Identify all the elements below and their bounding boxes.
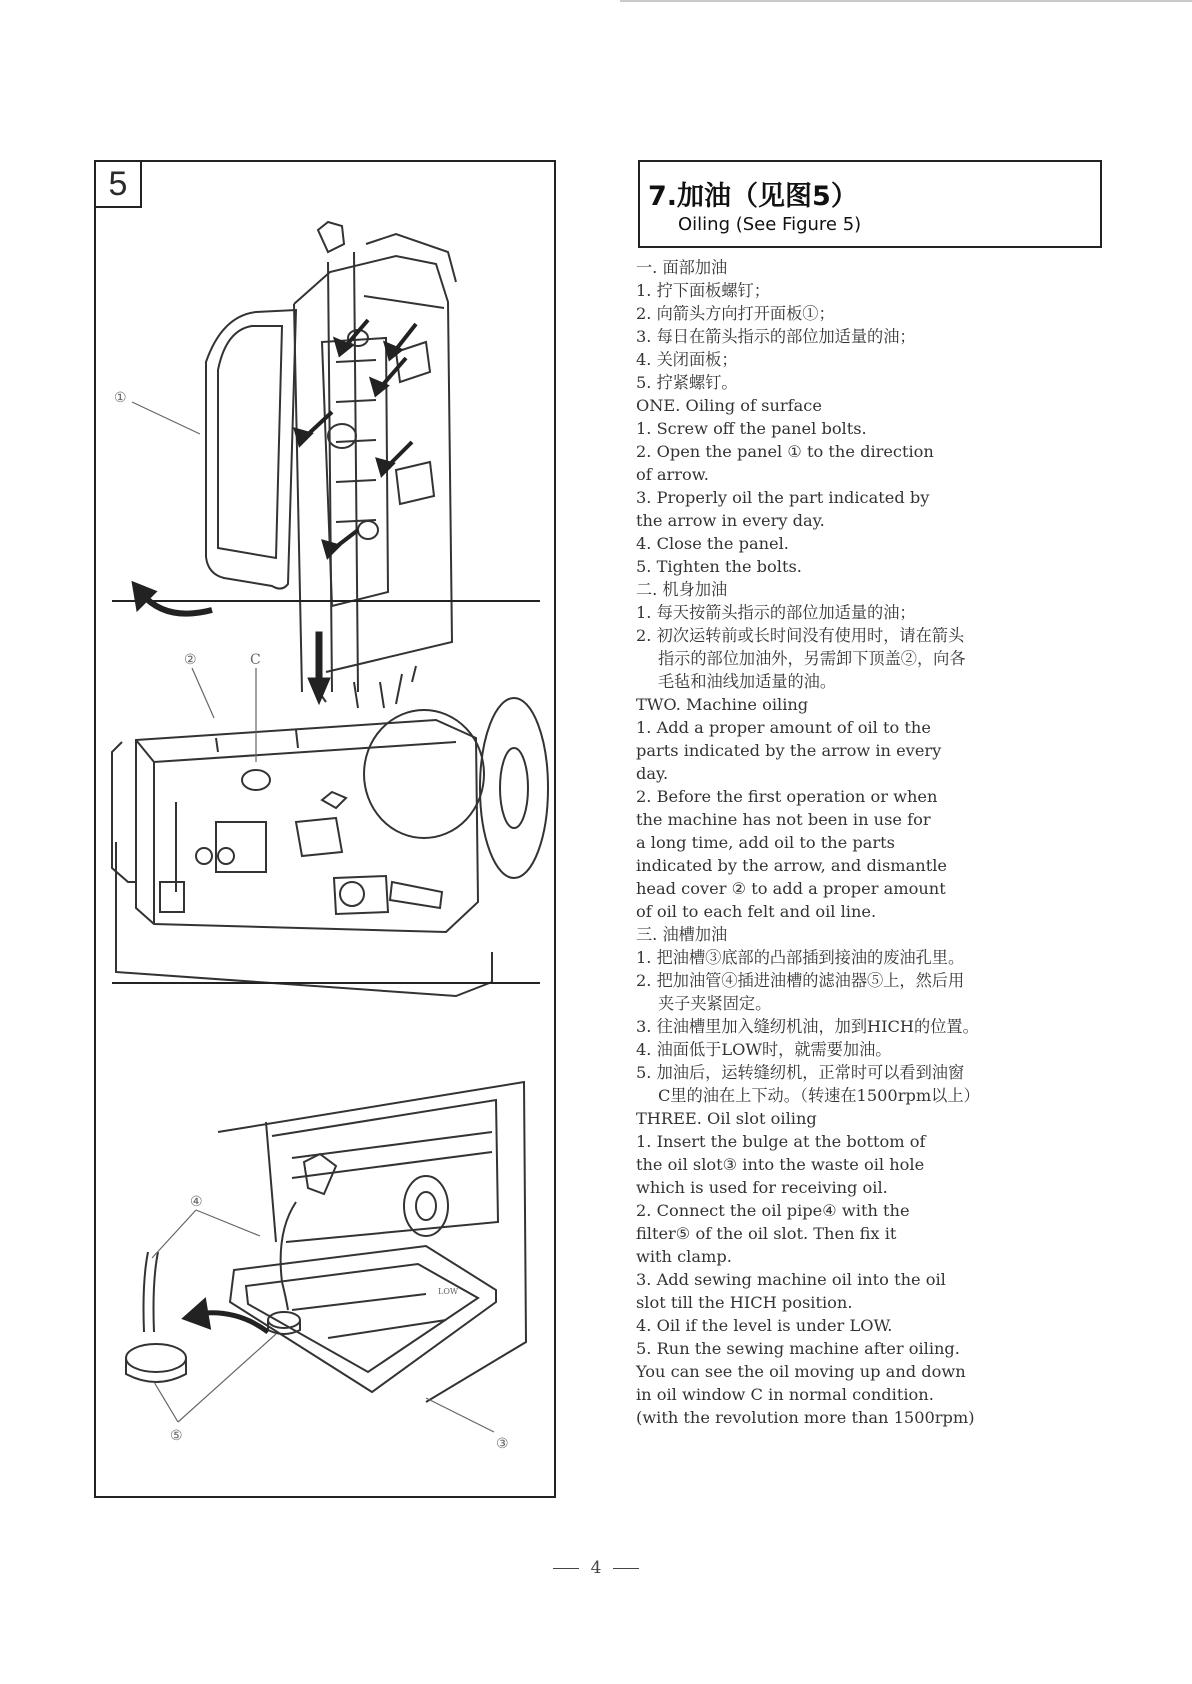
top-edge-line [620,0,1192,2]
text-line: indicated by the arrow, and dismantle [636,856,947,875]
text-line: 毛毡和油线加适量的油。 [658,672,837,691]
text-line: 5. Run the sewing machine after oiling. [636,1339,960,1358]
text-line: slot till the HICH position. [636,1293,853,1312]
text-line: 1. Screw off the panel bolts. [636,419,867,438]
text-line: in oil window C in normal condition. [636,1385,934,1404]
text-line: 5. Tighten the bolts. [636,557,802,576]
text-line: THREE. Oil slot oiling [636,1109,817,1128]
text-line: 2. Connect the oil pipe④ with the [636,1201,910,1220]
text-line: 3. Add sewing machine oil into the oil [636,1270,946,1289]
text-line: filter⑤ of the oil slot. Then fix it [636,1224,897,1243]
text-line: of oil to each felt and oil line. [636,902,877,921]
text-line: 2. 把加油管④插进油槽的滤油器⑤上，然后用 [636,971,965,990]
page-number-footer [0,1558,1192,1578]
page-number: 4 [590,1558,602,1578]
text-line: of arrow. [636,465,709,484]
text-line: C里的油在上下动。（转速在1500rpm以上） [658,1086,980,1105]
figure-divider-1 [112,600,540,602]
text-line: 2. 向箭头方向打开面板①； [636,304,835,323]
text-line: 1. Insert the bulge at the bottom of [636,1132,926,1151]
text-line: 2. Before the first operation or when [636,787,938,806]
tank-level-label: LOW [438,1287,459,1296]
text-line: day. [636,764,669,783]
text-line: with clamp. [636,1247,732,1266]
text-line: 指示的部位加油外，另需卸下顶盖②，向各 [658,649,966,668]
text-line: 4. 关闭面板； [636,350,738,369]
text-line: the machine has not been in use for [636,810,931,829]
text-line: a long time, add oil to the parts [636,833,895,852]
text-line: 三. 油槽加油 [636,925,728,944]
oil-tank-drawing [96,1002,554,1472]
text-line: head cover ② to add a proper amount [636,879,946,898]
illustration-oil-tank [96,1002,554,1472]
text-line: 1. 拧下面板螺钉； [636,281,770,300]
section-title: 7.加油（见图5） [648,181,858,212]
text-line: the arrow in every day. [636,511,825,530]
text-line: the oil slot③ into the waste oil hole [636,1155,925,1174]
callout-2: ② [184,652,197,668]
text-line: 二. 机身加油 [636,580,728,599]
text-line: 4. Oil if the level is under LOW. [636,1316,893,1335]
text-line: 3. Properly oil the part indicated by [636,488,930,507]
text-line: 4. Close the panel. [636,534,789,553]
text-line: 夹子夹紧固定。 [658,994,772,1013]
text-line: You can see the oil moving up and down [636,1362,966,1381]
callout-c: C [250,652,261,668]
instructions-text [636,256,1056,1429]
text-line: 3. 每日在箭头指示的部位加适量的油； [636,327,916,346]
text-line: 一. 面部加油 [636,258,728,277]
figure-5-frame [94,160,556,1498]
text-line: ONE. Oiling of surface [636,396,822,415]
text-line: 4. 油面低于LOW时，就需要加油。 [636,1040,892,1059]
text-line: 1. Add a proper amount of oil to the [636,718,931,737]
callout-1: ① [114,390,127,406]
text-line: 3. 往油槽里加入缝纫机油，加到HICH的位置。 [636,1017,979,1036]
callout-4: ④ [190,1194,203,1210]
text-line: which is used for receiving oil. [636,1178,888,1197]
text-line: 1. 每天按箭头指示的部位加适量的油； [636,603,916,622]
text-line: 5. 加油后，运转缝纫机，正常时可以看到油窗 [636,1063,965,1082]
callout-3: ③ [496,1436,509,1452]
figure-number: 5 [94,160,142,208]
section-subtitle: Oiling (See Figure 5) [678,214,862,235]
text-line: 2. Open the panel ① to the direction [636,442,934,461]
text-line: 5. 拧紧螺钉。 [636,373,738,392]
text-line: parts indicated by the arrow in every [636,741,942,760]
callout-5: ⑤ [170,1428,183,1444]
text-line: TWO. Machine oiling [636,695,809,714]
figure-divider-2 [112,982,540,984]
text-line: 2. 初次运转前或长时间没有使用时，请在箭头 [636,626,965,645]
text-line: (with the revolution more than 1500rpm) [636,1408,975,1427]
text-line: 1. 把油槽③底部的凸部插到接油的废油孔里。 [636,948,965,967]
section-title-box [638,160,1102,248]
